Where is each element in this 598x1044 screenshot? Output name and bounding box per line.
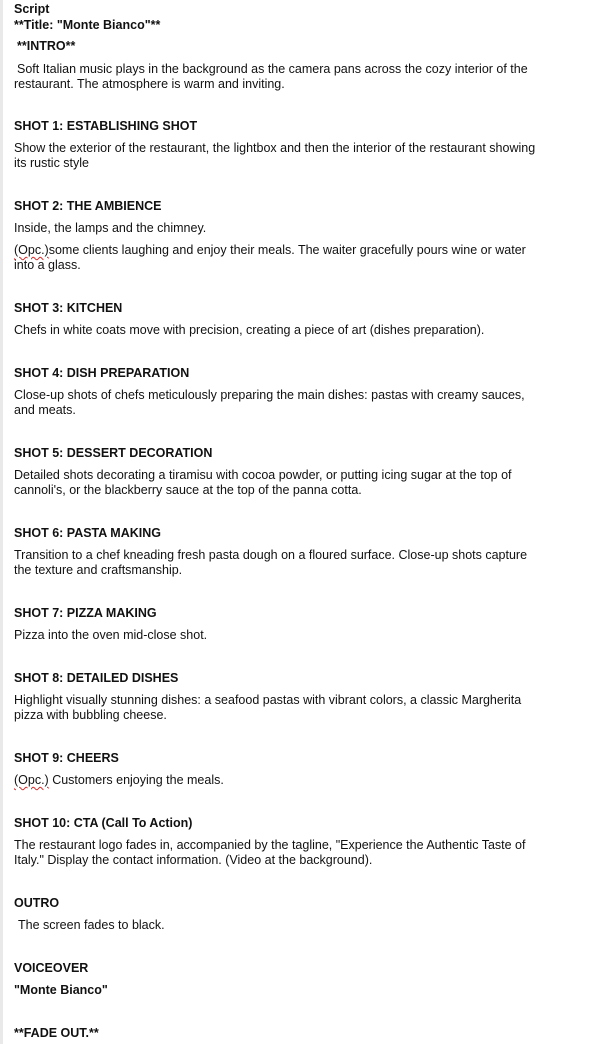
shot3-text-line-1: Chefs in white coats move with precision, creating a piece of art (dishes preparation). [14, 323, 485, 337]
shot2-opc-marker: (Opc.) [14, 243, 49, 257]
shot2-text-line-3: into a glass. [14, 258, 81, 272]
shot8-text-line-1: Highlight visually stunning dishes: a seafood pastas with vibrant colors, a classic Margherita [14, 693, 522, 707]
shot2-heading: SHOT 2: THE AMBIENCE [14, 199, 162, 213]
shot1-heading: SHOT 1: ESTABLISHING SHOT [14, 119, 198, 133]
outro-heading: OUTRO [14, 896, 60, 910]
page-left-edge [0, 0, 3, 1044]
shot8-heading: SHOT 8: DETAILED DISHES [14, 671, 179, 685]
shot9-opc-marker: (Opc.) [14, 773, 49, 787]
shot5-text-line-1: Detailed shots decorating a tiramisu with cocoa powder, or putting icing sugar at the top of [14, 468, 512, 482]
voiceover-heading: VOICEOVER [14, 961, 89, 975]
shot5-heading: SHOT 5: DESSERT DECORATION [14, 446, 213, 460]
shot9-heading: SHOT 9: CHEERS [14, 751, 119, 765]
shot2-text-line-1: Inside, the lamps and the chimney. [14, 221, 207, 235]
shot6-text-line-1: Transition to a chef kneading fresh pasta dough on a floured surface. Close-up shots capture [14, 548, 528, 562]
shot2-text-body: some clients laughing and enjoy their meals. The waiter gracefully pours wine or water [48, 243, 526, 257]
shot1-text-line-1: Show the exterior of the restaurant, the lightbox and then the interior of the restaurant showing [14, 141, 536, 155]
shot2-text-line-2 [14, 243, 526, 258]
shot8-text-line-2: pizza with bubbling cheese. [14, 708, 167, 722]
intro-text-line-2: restaurant. The atmosphere is warm and inviting. [14, 77, 285, 91]
shot10-heading: SHOT 10: CTA (Call To Action) [14, 816, 193, 830]
shot3-heading: SHOT 3: KITCHEN [14, 301, 123, 315]
shot5-text-line-2: cannoli's, or the blackberry sauce at the top of the panna cotta. [14, 483, 362, 497]
voiceover-text-line-1: "Monte Bianco" [14, 983, 108, 997]
shot4-heading: SHOT 4: DISH PREPARATION [14, 366, 190, 380]
shot4-text-line-2: and meats. [14, 403, 76, 417]
shot9-text-line-1 [14, 773, 224, 788]
intro-text-line-1: Soft Italian music plays in the background as the camera pans across the cozy interior of the [17, 62, 528, 76]
script-label: Script [14, 2, 50, 16]
shot4-text-line-1: Close-up shots of chefs meticulously preparing the main dishes: pastas with creamy sauces, [14, 388, 525, 402]
shot7-text-line-1: Pizza into the oven mid-close shot. [14, 628, 208, 642]
intro-heading: **INTRO** [17, 39, 76, 53]
outro-text-line-1: The screen fades to black. [18, 918, 165, 932]
shot9-text-body: Customers enjoying the meals. [48, 773, 224, 787]
shot6-text-line-2: the texture and craftsmanship. [14, 563, 183, 577]
shot1-text-line-2: its rustic style [14, 156, 90, 170]
shot10-text-line-1: The restaurant logo fades in, accompanied by the tagline, "Experience the Authentic Taste of [14, 838, 526, 852]
shot7-heading: SHOT 7: PIZZA MAKING [14, 606, 157, 620]
script-title: **Title: "Monte Bianco"** [14, 18, 161, 32]
shot6-heading: SHOT 6: PASTA MAKING [14, 526, 161, 540]
shot10-text-line-2: Italy." Display the contact information. (Video at the background). [14, 853, 373, 867]
fade-out-heading: **FADE OUT.** [14, 1026, 99, 1040]
